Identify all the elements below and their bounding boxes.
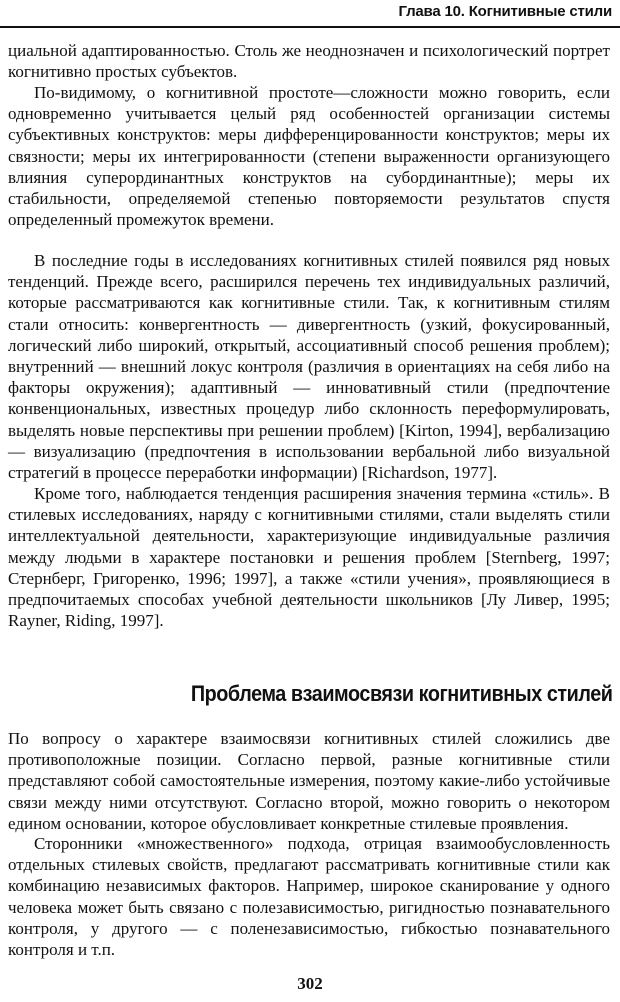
running-header: Глава 10. Когнитивные стили bbox=[398, 3, 612, 20]
paragraph-two-positions: По вопросу о характере взаимосвязи когнитивных стилей сложились две противоположные позиции. Согласно первой, разные когнитивные стили представляют собой самостоятельные измерения, поэтому какие-либо устойчивые связи между ними отсутствуют. Согласно второй, можно говорить о некотором едином основании, которое обусловливает конкретные стилевые проявления. bbox=[8, 729, 610, 833]
section-heading: Проблема взаимосвязи когнитивных стилей bbox=[190, 681, 612, 706]
header-rule bbox=[0, 26, 620, 28]
paragraph-multiple-approach: Сторонники «множественного» подхода, отрицая взаимообусловленность отдельных стилевых свойств, предлагают рассматривать когнитивные стили как комбинацию независимых факторов. Например, широкое сканирование у одного человека может быть связано с полезависимостью, ригидностью познавательного контроля, у другого — с поленезависимостью, гибкостью познавательного контроля и т.п. bbox=[8, 834, 610, 960]
paragraph-cognitive-simplicity: По-видимому, о когнитивной простоте—сложности можно говорить, если одновременно учитывается целый ряд особенностей организации системы субъективных конструктов: меры дифференцированности конструктов; меры их связности; меры их интегрированности (степени выраженности организующего влияния суперординантных конструктов на субординантные); меры их стабильности, определяемой степенью повторяемости результатов спустя определенный промежуток времени. bbox=[8, 83, 610, 230]
paragraph-new-tendencies: В последние годы в исследованиях когнитивных стилей появился ряд новых тенденций. Прежде всего, расширился перечень тех индивидуальных различий, которые рассматриваются как когнитивные стили. Так, к когнитивным стилям стали относить: конвергентность — дивергентность (узкий, фокусированный, логический либо широкий, открытый, ассоциативный способ решения проблем); внутренний — внешний локус контроля (различия в ориентациях на себя либо на факторы окружения); адаптивный — инновативный стили (предпочтение конвенциональных, известных процедур либо склонность переформулировать, выделять новые перспективы при решении проблем) [Kirton, 1994], вербализацию — визуализацию (предпочтения в использовании вербальной либо визуальной стратегий в процессе переработки информации) [Richardson, 1977]. bbox=[8, 251, 610, 483]
paragraph-style-term: Кроме того, наблюдается тенденция расширения значения термина «стиль». В стилевых исследованиях, наряду с когнитивными стилями, стали выделять стили интеллектуальной деятельности, характеризующие индивидуальные различия между людьми в характере постановки и решения проблем [Sternberg, 1997; Стернберг, Григоренко, 1996; 1997], а также «стили учения», проявляющиеся в предпочитаемых способах учебной деятельности школьников [Лу Ливер, 1995; Rayner, Riding, 1997]. bbox=[8, 484, 610, 631]
page-number: 302 bbox=[297, 974, 323, 993]
paragraph-continuation: циальной адаптированностью. Столь же неоднозначен и психологический портрет когнитивно простых субъектов. bbox=[8, 41, 610, 82]
